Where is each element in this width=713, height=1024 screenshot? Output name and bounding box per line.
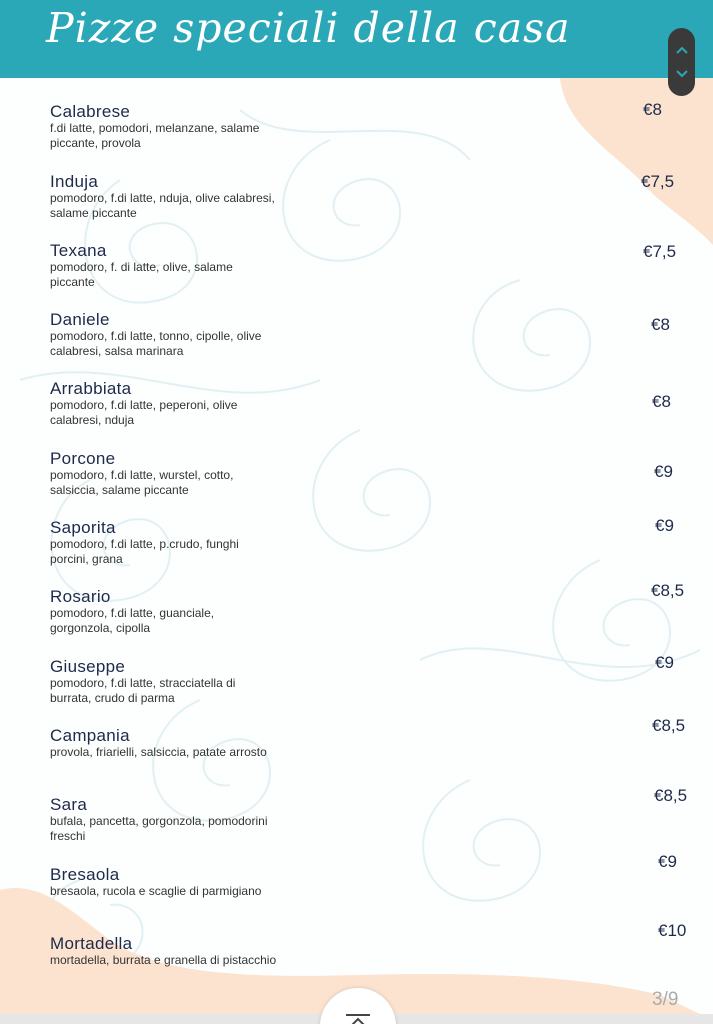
item-name: Calabrese (50, 102, 131, 121)
item-price: €8,5 (651, 581, 685, 600)
menu-item-rosario (50, 587, 280, 636)
menu-item-arrabbiata (50, 379, 280, 428)
item-description: provola, friarielli, salsiccia, patate arrosto (50, 745, 267, 759)
item-description: pomodoro, f.di latte, guanciale, gorgonzola, cipolla (50, 606, 215, 635)
item-description: pomodoro, f.di latte, peperoni, olive calabresi, nduja (50, 398, 238, 427)
item-description: pomodoro, f.di latte, stracciatella di burrata, crudo di parma (50, 676, 236, 705)
menu-item-bresaola (50, 865, 280, 899)
item-name: Arrabbiata (50, 379, 132, 398)
header-bar (0, 0, 713, 78)
item-price: €10 (658, 921, 687, 940)
item-description: pomodoro, f.di latte, tonno, cipolle, olive calabresi, salsa marinara (50, 329, 262, 358)
item-description: pomodoro, f. di latte, olive, salame piccante (50, 260, 233, 289)
item-price: €8,5 (652, 716, 686, 735)
menu-item-sara (50, 795, 280, 844)
menu-item-mortadella (50, 934, 280, 968)
page-indicator: 3/9 (652, 989, 679, 1010)
chevron-down-icon[interactable] (668, 64, 695, 84)
item-description: pomodoro, f.di latte, nduja, olive calabresi, salame piccante (50, 191, 275, 220)
item-description: bresaola, rucola e scaglie di parmigiano (50, 884, 262, 898)
menu-item-saporita (50, 518, 280, 567)
menu-item-texana (50, 241, 280, 290)
item-name: Campania (50, 726, 130, 745)
item-price: €9 (655, 516, 674, 535)
item-description: bufala, pancetta, gorgonzola, pomodorini freschi (50, 814, 268, 843)
item-name: Porcone (50, 449, 116, 468)
page-title: Pizze speciali della casa (46, 4, 571, 52)
scroll-controls (668, 28, 695, 96)
item-name: Bresaola (50, 865, 120, 884)
item-price: €8 (643, 100, 662, 119)
item-price: €9 (658, 852, 677, 871)
menu-item-porcone (50, 449, 280, 498)
menu-item-giuseppe (50, 657, 280, 706)
item-name: Giuseppe (50, 657, 126, 676)
item-price: €9 (655, 653, 674, 672)
item-name: Saporita (50, 518, 116, 537)
item-description: pomodoro, f.di latte, wurstel, cotto, salsiccia, salame piccante (50, 468, 234, 497)
item-name: Texana (50, 241, 107, 260)
item-price: €9 (654, 462, 673, 481)
collapse-up-icon (345, 1012, 371, 1024)
item-price: €8,5 (654, 786, 688, 805)
item-name: Daniele (50, 310, 110, 329)
item-price: €7,5 (643, 242, 677, 261)
item-description: pomodoro, f.di latte, p.crudo, funghi porcini, grana (50, 537, 239, 566)
menu-item-calabrese (50, 102, 280, 151)
item-price: €8 (651, 315, 670, 334)
item-description: mortadella, burrata e granella di pistacchio (50, 953, 277, 967)
item-name: Rosario (50, 587, 111, 606)
menu-item-campania (50, 726, 280, 760)
item-name: Induja (50, 172, 99, 191)
item-price: €8 (652, 392, 671, 411)
menu-item-daniele (50, 310, 280, 359)
item-price: €7,5 (641, 172, 675, 191)
chevron-up-icon[interactable] (668, 40, 695, 60)
item-description: f.di latte, pomodori, melanzane, salame piccante, provola (50, 121, 260, 150)
menu-item-induja (50, 172, 280, 221)
item-name: Sara (50, 795, 88, 814)
item-name: Mortadella (50, 934, 133, 953)
